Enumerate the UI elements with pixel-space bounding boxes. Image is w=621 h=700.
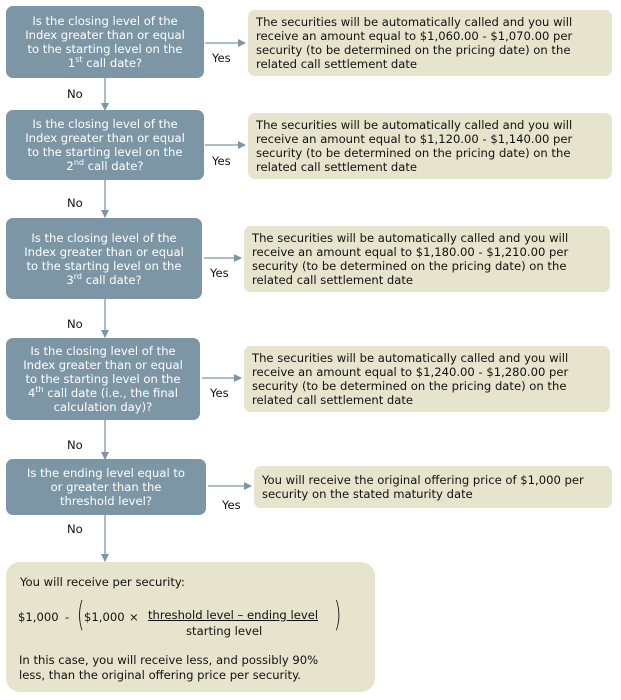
result-box-5 [254,466,612,508]
result-line: The securities will be automatically called and you will [252,231,569,245]
result-line: related call settlement date [256,160,418,174]
formula-paren-close: ) [333,595,342,635]
question-line: Is the closing level of the [31,230,177,245]
yes-label-3: Yes [210,266,229,280]
no-label-2: No [67,196,83,210]
yes-label-1: Yes [212,51,231,65]
question-line: Index greater than or equal [25,28,185,42]
ordinal-number: 4 [27,386,36,400]
no-label-4: No [67,438,83,452]
final-note [19,653,359,683]
question-line: Index greater than or equal [24,244,184,259]
result-line: The securities will be automatically called and you will [256,118,573,132]
question-line: to the starting level on the [27,42,183,56]
question-line: to the starting level on the [27,145,183,159]
ordinal-suffix: th [35,385,44,395]
result-line: related call settlement date [252,393,414,407]
ordinal-number: 3 [66,272,74,287]
ordinal-suffix: st [75,55,83,65]
result-line: security (to be determined on the pricing date) on the [256,146,571,160]
formula-denominator: starting level [186,624,263,638]
final-intro: You will receive per security: [20,575,185,589]
result-line: security (to be determined on the pricing date) on the [252,379,567,393]
result-line: related call settlement date [252,273,414,287]
result-line: receive an amount equal to $1,120.00 - $1,140.00 per [256,132,573,146]
result-box-3 [244,226,610,292]
result-box-1 [248,10,612,76]
question-line: Index greater than or equal [23,358,183,372]
ordinal-suffix: nd [73,158,84,168]
result-box-2 [248,113,612,179]
result-line: The securities will be automatically called and you will [256,15,573,29]
question-line: Is the closing level of the [30,344,176,358]
question-line [25,159,185,173]
final-note-line: In this case, you will receive less, and possibly 90% [19,653,319,667]
question-line-tail: call date? [82,272,142,287]
formula-times: × [129,610,139,624]
formula-minus: - [65,610,70,624]
question-box-5 [6,459,206,515]
result-line: The securities will be automatically called and you will [252,351,569,365]
question-line [23,386,183,400]
final-payout-box [6,562,375,692]
result-line: receive an amount equal to $1,060.00 - $1,070.00 per [256,29,573,43]
question-box-3 [6,218,202,299]
ordinal-suffix: rd [73,271,83,281]
no-label-5: No [67,522,83,536]
result-line: security on the stated maturity date [262,487,473,501]
question-line: to the starting level on the [25,372,181,386]
yes-label-2: Yes [212,154,231,168]
question-line: or greater than the [50,480,162,494]
question-box-1 [6,6,204,78]
yes-label-4: Yes [210,386,229,400]
result-line: security (to be determined on the pricing date) on the [256,43,571,57]
question-line-tail: call date? [83,159,144,173]
no-label-1: No [67,87,83,101]
question-line: Is the closing level of the [32,14,178,28]
formula-paren-open: ( [76,595,85,635]
question-line: threshold level? [59,494,152,508]
result-line: receive an amount equal to $1,240.00 - $1,280.00 per [252,365,569,379]
result-line: receive an amount equal to $1,180.00 - $1,210.00 per [252,245,569,259]
ordinal-number: 1 [67,56,76,70]
result-line: security (to be determined on the pricing date) on the [252,259,567,273]
result-line: You will receive the original offering price of $1,000 per [262,473,584,487]
no-label-3: No [67,317,83,331]
question-line [25,56,185,70]
yes-label-5: Yes [222,498,241,512]
result-line: related call settlement date [256,57,418,71]
question-line-tail: call date (i.e., the final [43,386,179,400]
formula-numerator: threshold level – ending level [148,608,319,622]
question-line: to the starting level on the [26,258,182,273]
question-line: Is the ending level equal to [26,466,186,480]
formula-amount: $1,000 [18,610,59,624]
result-box-4 [244,346,610,412]
question-line-tail: call date? [82,56,143,70]
question-line: calculation day)? [53,400,153,414]
question-box-4 [6,338,200,420]
question-line [24,273,184,287]
question-box-2 [6,110,204,180]
formula-inner-amount: $1,000 [84,610,125,624]
question-line: Is the closing level of the [32,117,178,131]
final-note-line: less, than the original offering price per security. [19,668,301,682]
question-line: Index greater than or equal [25,131,185,145]
ordinal-number: 2 [66,159,74,173]
